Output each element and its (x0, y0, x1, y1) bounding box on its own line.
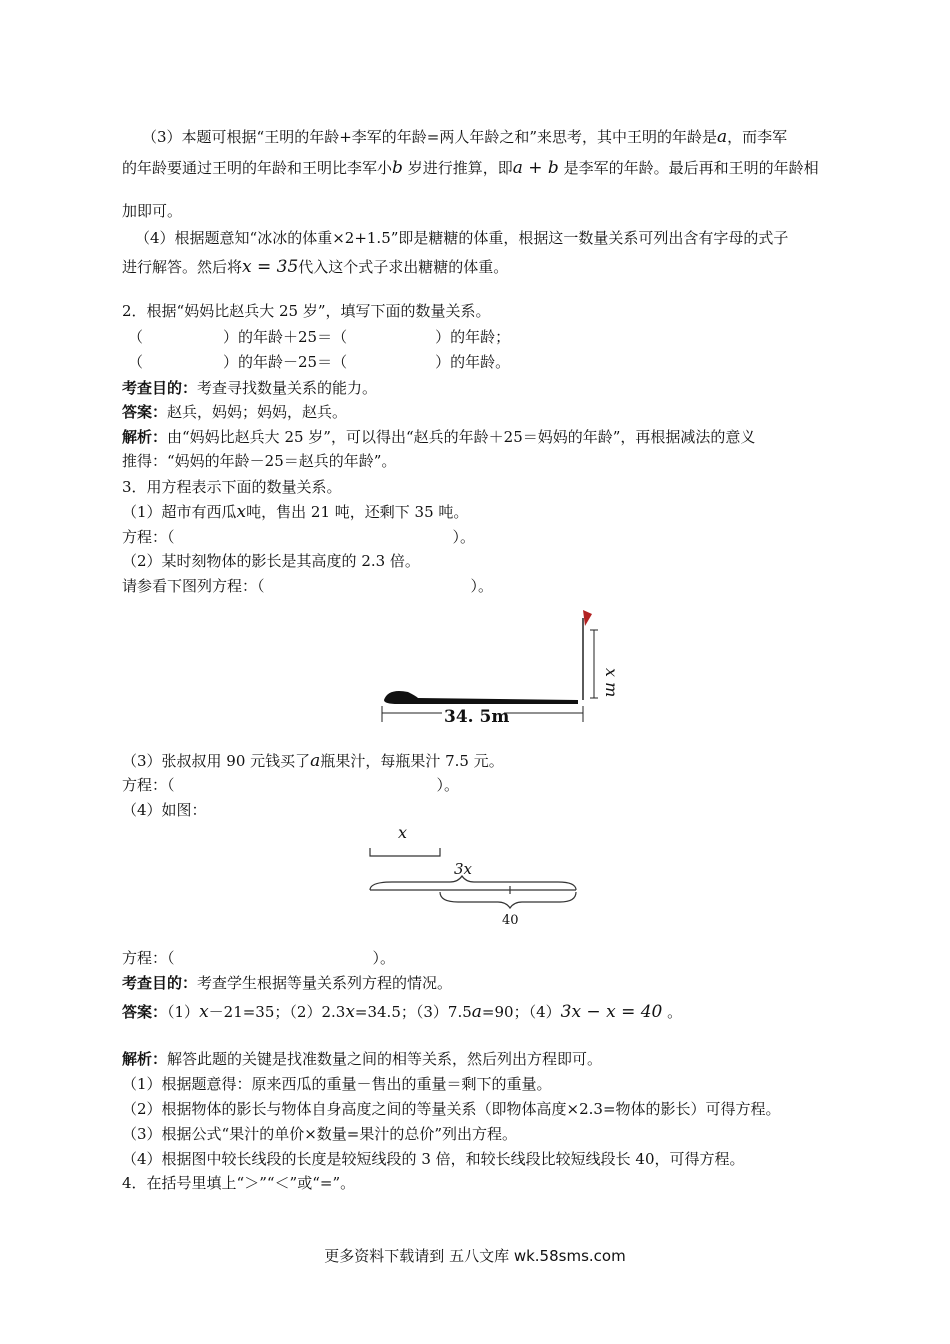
segment-figure (362, 822, 582, 932)
q4-title: 4．在括号里填上“＞”“＜”或“=”。 (122, 1174, 356, 1192)
q3-s2-eq: 请参看下图列方程：（ ）。 (122, 577, 494, 595)
p3-line3: 加即可。 (122, 202, 183, 220)
height-label: x m (602, 668, 621, 698)
q3-s4-eq: 方程：（ ）。 (122, 949, 396, 967)
q3-analysis-3: （3）根据公式“果汁的单价×数量=果汁的总价”列出方程。 (122, 1125, 518, 1143)
q3-s2: （2）某时刻物体的影长是其高度的 2.3 倍。 (122, 552, 420, 570)
p3-line2: 的年龄要通过王明的年龄和王明比李军小b 岁进行推算，即a + b 是李军的年龄。最后再和王明的年龄相 (122, 158, 819, 178)
math-x: x (236, 502, 247, 522)
math-b: b (392, 158, 403, 178)
math-a-plus-b: a + b (512, 158, 559, 178)
shadow-shape (384, 691, 578, 704)
q3-answer: 答案：（1）x－21=35；（2）2.3x=34.5；（3）7.5a=90；（4）3x − x = 40 。 (122, 1002, 683, 1022)
q3-title: 3．用方程表示下面的数量关系。 (122, 478, 342, 496)
short-segment (370, 848, 440, 856)
q2-analysis-1: 解析：由“妈妈比赵兵大 25 岁”，可以得出“赵兵的年龄＋25＝妈妈的年龄”，再根据减法的意义 (122, 428, 756, 446)
footer-link[interactable]: 更多资料下载请到 五八文库 wk.58sms.com (324, 1247, 626, 1265)
q3-s1-eq: 方程：（ ）。 (122, 528, 476, 546)
q2-answer: 答案：赵兵，妈妈；妈妈，赵兵。 (122, 403, 348, 421)
q2-row1: （ ）的年龄＋25＝（ ）的年龄； (128, 328, 511, 346)
difference-brace (440, 892, 576, 908)
q3-s3: （3）张叔叔用 90 元钱买了a瓶果汁，每瓶果汁 7.5 元。 (122, 751, 504, 771)
q2-analysis-2: 推得：“妈妈的年龄－25＝赵兵的年龄”。 (122, 452, 397, 470)
long-segment-label: 3x (454, 860, 473, 878)
shadow-figure (378, 600, 621, 730)
math-a: a (717, 127, 728, 147)
q3-purpose: 考查目的：考查学生根据等量关系列方程的情况。 (122, 974, 453, 992)
math-a-2: a (310, 751, 321, 771)
p4-line1: （4）根据题意知“冰冰的体重×2+1.5”即是糖糖的体重，根据这一数量关系可列出含有字母的式子 (135, 229, 789, 247)
long-segment-brace (370, 876, 576, 890)
p4-line2: 进行解答。然后将x = 35代入这个式子求出糖糖的体重。 (122, 257, 509, 277)
math-x-eq-35: x = 35 (242, 257, 299, 277)
q2-title: 2．根据“妈妈比赵兵大 25 岁”，填写下面的数量关系。 (122, 302, 491, 320)
q3-s1: （1）超市有西瓜x吨，售出 21 吨，还剩下 35 吨。 (122, 502, 469, 522)
difference-label: 40 (502, 913, 519, 928)
q2-row2: （ ）的年龄－25＝（ ）的年龄。 (128, 353, 511, 371)
q3-analysis-1: （1）根据题意得：原来西瓜的重量－售出的重量＝剩下的重量。 (122, 1075, 552, 1093)
math-answer-4: 3x − x = 40 (560, 1002, 663, 1022)
q2-purpose: 考查目的：考查寻找数量关系的能力。 (122, 379, 378, 397)
q3-s4: （4）如图： (122, 801, 207, 819)
q3-analysis-2: （2）根据物体的影长与物体自身高度之间的等量关系（即物体高度×2.3=物体的影长）可得方程。 (122, 1100, 781, 1118)
length-label: 34. 5m (444, 707, 510, 727)
flag-icon (583, 610, 592, 626)
q3-analysis-4: （4）根据图中较长线段的长度是较短线段的 3 倍，和较长线段比较短线段长 40，可得方程。 (122, 1150, 745, 1168)
p3-line1: （3）本题可根据“王明的年龄+李军的年龄=两人年龄之和”来思考，其中王明的年龄是a，而李军 (142, 127, 788, 147)
q3-analysis: 解析：解答此题的关键是找准数量之间的相等关系，然后列出方程即可。 (122, 1050, 603, 1068)
q3-s3-eq: 方程：（ ）。 (122, 776, 460, 794)
short-segment-label: x (398, 823, 408, 842)
